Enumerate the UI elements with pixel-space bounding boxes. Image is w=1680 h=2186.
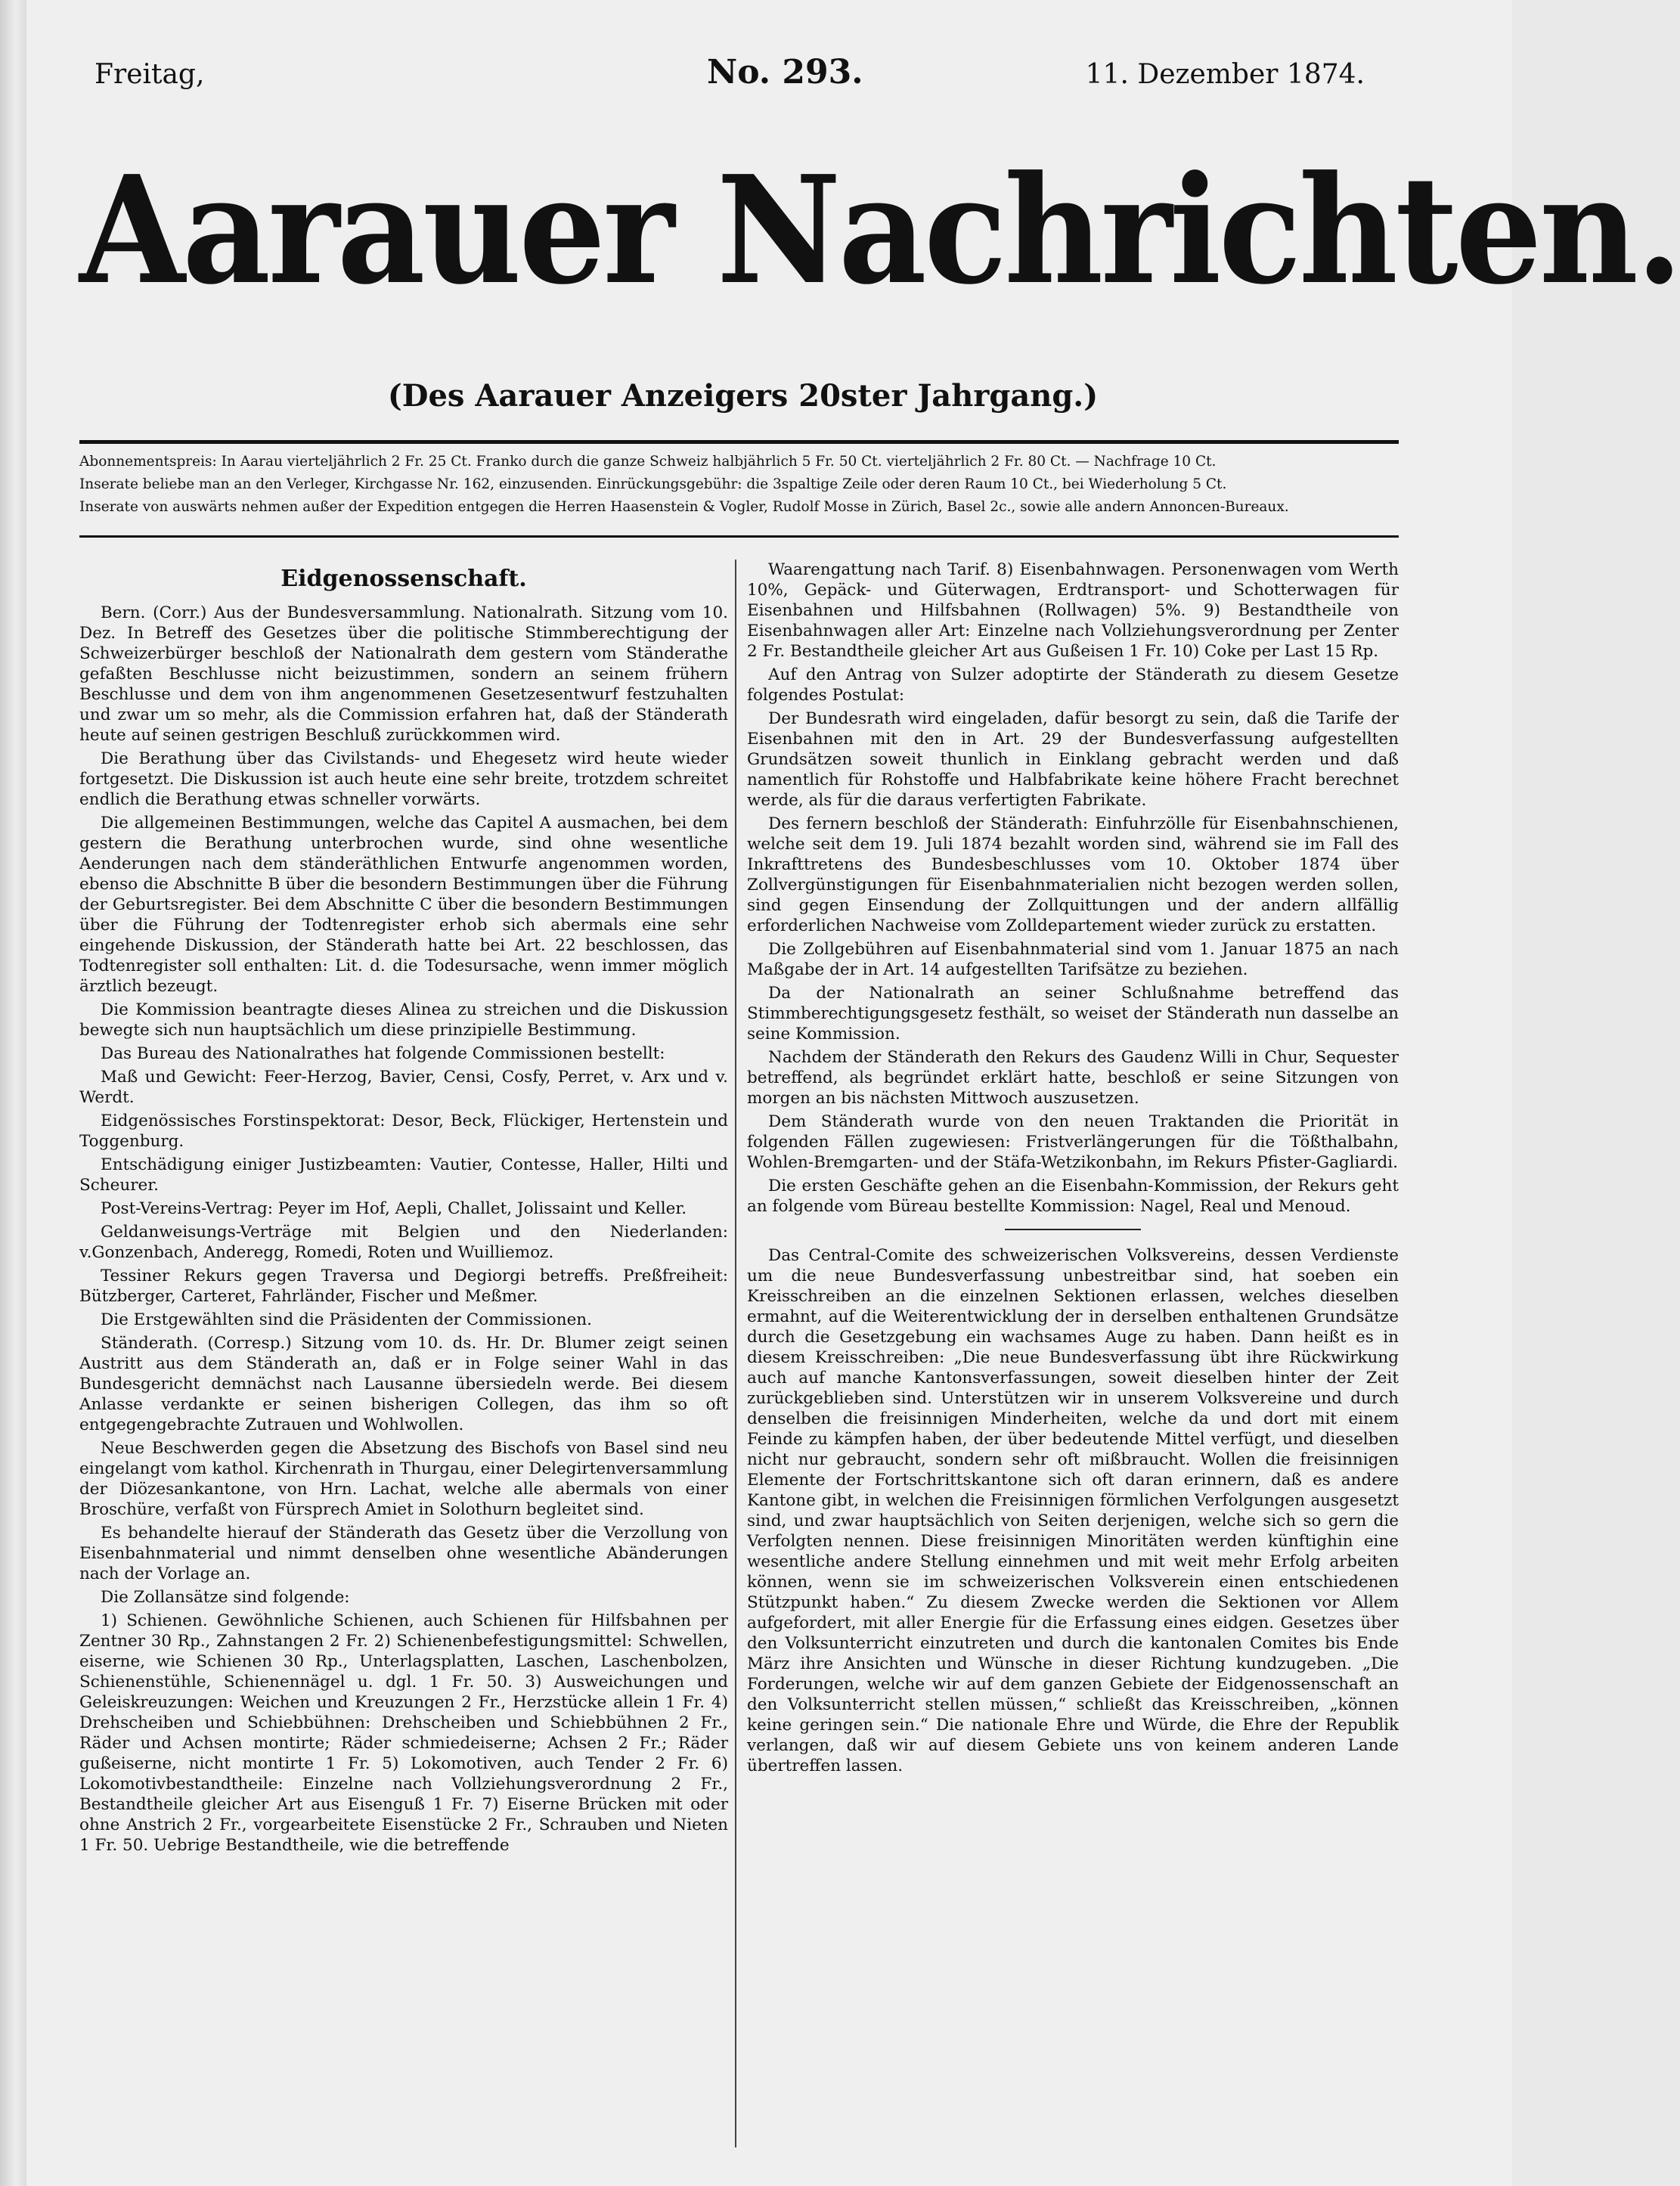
- column-right-text-b: [747, 1245, 1399, 1776]
- paragraph: Waarengattung nach Tarif. 8) Eisenbahnwagen. Personenwagen vom Werth 10%, Gepäck- und Güterwagen, Erdtransport- und Schotterwagen für Eisenbahnen und Hilfsbahnen (Rollwagen) 5%. 9) Bestandtheile von Eisenbahnwagen aller Art: Einzelne nach Vollziehungsverordnung per Zenter 2 Fr. Bestandtheile gleicher Art aus Gußeisen 1 Fr. 10) Coke per Last 15 Rp.: [747, 560, 1399, 661]
- book-spine: [0, 0, 27, 2186]
- issue-day: Freitag,: [95, 59, 205, 90]
- paragraph: Die Zollgebühren auf Eisenbahnmaterial sind vom 1. Januar 1875 an nach Maßgabe der in Art. 14 aufgestellten Tarifsätze zu beziehen.: [747, 940, 1399, 979]
- newspaper-title: Aarauer Nachrichten.: [79, 144, 1680, 318]
- paragraph: Da der Nationalrath an seiner Schlußnahme betreffend das Stimmberechtigungsgesetz festhält, so weiset der Ständerath nun dasselbe an seine Kommission.: [747, 984, 1399, 1043]
- column-right-text-a: [747, 560, 1399, 1217]
- header-rule-bottom: [79, 535, 1399, 538]
- paragraph: Die ersten Geschäfte gehen an die Eisenbahn-Kommission, der Rekurs geht an folgende vom Büreau bestellte Kommission: Nagel, Real und Menoud.: [747, 1177, 1399, 1216]
- paragraph: Die Berathung über das Civilstands- und Ehegesetz wird heute wieder fortgesetzt. Die Diskussion ist auch heute eine sehr breite, trotzdem schreitet endlich die Berathung etwas schneller vorwärts.: [79, 749, 728, 809]
- paragraph: Geldanweisungs-Verträge mit Belgien und den Niederlanden: v.Gonzenbach, Anderegg, Romedi, Roten und Wuilliemoz.: [79, 1223, 728, 1262]
- paragraph: Es behandelte hierauf der Ständerath das Gesetz über die Verzollung von Eisenbahnmaterial und nimmt denselben ohne wesentliche Abänderungen nach der Vorlage an.: [79, 1524, 728, 1583]
- paragraph: Tessiner Rekurs gegen Traversa und Degiorgi betreffs. Preßfreiheit: Bützberger, Carteret, Fahrländer, Fischer und Meßmer.: [79, 1267, 728, 1306]
- paragraph: Die allgemeinen Bestimmungen, welche das Capitel A ausmachen, bei dem gestern die Berathung unterbrochen wurde, sind ohne wesentliche Aenderungen nach dem ständeräthlichen Entwurfe angenommen worden, ebenso die Abschnitte B über die besondern Bestimmungen über die Führung der Geburtsregister. Bei dem Abschnitte C über die besondern Bestimmungen über die Führung der Todtenregister erhob sich abermals eine sehr eingehende Diskussion, der Ständerath hatte bei Art. 22 beschlossen, das Todtenregister soll enthalten: Lit. d. die Todesursache, wenn immer möglich ärztlich bezeugt.: [79, 814, 728, 996]
- agency-info: Inserate von auswärts nehmen außer der Expedition entgegen die Herren Haasenstein & Vogler, Rudolf Mosse in Zürich, Basel 2c., sowie alle andern Annoncen-Bureaux.: [79, 499, 1289, 515]
- paragraph: Die Zollansätze sind folgende:: [101, 1588, 350, 1607]
- paragraph: Das Bureau des Nationalrathes hat folgende Commissionen bestellt:: [101, 1044, 665, 1063]
- paragraph: Neue Beschwerden gegen die Absetzung des Bischofs von Basel sind neu eingelangt vom kathol. Kirchenrath in Thurgau, einer Delegirtenversammlung der Diözesankantone, von Hrn. Lachat, welche alle abermals von einer Broschüre, verfaßt von Fürsprech Amiet in Solothurn begleitet sind.: [79, 1439, 728, 1519]
- newspaper-subtitle: (Des Aarauer Anzeigers 20ster Jahrgang.): [387, 378, 1099, 414]
- paragraph: Des fernern beschloß der Ständerath: Einfuhrzölle für Eisenbahnschienen, welche seit dem 19. Juli 1874 bezahlt worden sind, während sie im Fall des Inkrafttretens des Bundesbeschlusses vom 10. Oktober 1874 über Zollvergünstigungen für Eisenbahnmaterialien nicht bezogen werden sollen, sind gegen Einsendung der Zollquittungen und der andern allfällig erforderlichen Nachweise vom Zolldepartement wieder zurück zu erstatten.: [747, 814, 1399, 935]
- issue-number: No. 293.: [707, 53, 863, 91]
- paragraph: Post-Vereins-Vertrag: Peyer im Hof, Aepli, Challet, Jolissaint und Keller.: [101, 1199, 687, 1218]
- issue-date: 11. Dezember 1874.: [1085, 59, 1365, 90]
- advertising-info: Inserate beliebe man an den Verleger, Kirchgasse Nr. 162, einzusenden. Einrückungsgebühr: die 3spaltige Zeile oder deren Raum 10 Ct., bei Wiederholung 5 Ct.: [79, 476, 1227, 492]
- column-left-text: [79, 603, 728, 1856]
- article-separator: [1005, 1229, 1141, 1230]
- paragraph: 1) Schienen. Gewöhnliche Schienen, auch Schienen für Hilfsbahnen per Zentner 30 Rp., Zahnstangen 2 Fr. 2) Schienenbefestigungsmittel: Schwellen, eiserne, wie Schienen 30 Rp., Unterlagsplatten, Laschen, Laschenbolzen, Schienenstühle, Schienennägel u. dgl. 1 Fr. 50. 3) Ausweichungen und Geleiskreuzungen: Weichen und Kreuzungen 2 Fr., Herzstücke allein 1 Fr. 4) Drehscheiben und Schiebbühnen: Drehscheiben und Schiebbühnen 2 Fr., Räder und Achsen montirte; Räder schmiedeiserne; Achsen 2 Fr.; Räder gußeiserne, nicht montirte 1 Fr. 5) Lokomotiven, auch Tender 2 Fr. 6) Lokomotivbestandtheile: Einzelne nach Vollziehungsverordnung 2 Fr., Bestandtheile gleicher Art aus Eisenguß 1 Fr. 7) Eiserne Brücken mit oder ohne Anstrich 2 Fr., vorgearbeitete Eisenstücke 2 Fr., Schrauben und Nieten 1 Fr. 50. Uebrige Bestandtheile, wie die betreffende: [79, 1611, 728, 1855]
- paragraph: Die Erstgewählten sind die Präsidenten der Commissionen.: [101, 1310, 592, 1329]
- paragraph: Maß und Gewicht: Feer-Herzog, Bavier, Censi, Cosfy, Perret, v. Arx und v. Werdt.: [79, 1068, 728, 1107]
- paragraph: Die Kommission beantragte dieses Alinea zu streichen und die Diskussion bewegte sich nun hauptsächlich um diese prinzipielle Bestimmung.: [79, 1000, 728, 1040]
- article-column-right: [747, 560, 1399, 2147]
- paragraph: Das Central-Comite des schweizerischen Volksvereins, dessen Verdienste um die neue Bundesverfassung unbestreitbar sind, hat soeben ein Kreisschreiben an die einzelnen Sektionen erlassen, welches dieselben ermahnt, auf die Weiterentwicklung der in derselben enthaltenen Grundsätze durch die Gesetzgebung ein wachsames Auge zu haben. Dann heißt es in diesem Kreisschreiben: „Die neue Bundesverfassung übt ihre Rückwirkung auch auf manche Kantonsverfassungen, soweit dieselben hinter der Zeit zurückgeblieben sind. Unterstützen wir in unserem Volksvereine und durch denselben die freisinnigen Minderheiten, welche da und dort mit einem Feinde zu kämpfen haben, der über bedeutende Mittel verfügt, und dieselben nicht nur gebraucht, sondern sehr oft mißbraucht. Wollen die freisinnigen Elemente der Fortschrittskantone sich oft daran erinnern, daß es andere Kantone gibt, in welchen die Freisinnigen förmlichen Verfolgungen ausgesetzt sind, und zwar hauptsächlich von Seiten derjenigen, welche sich so gern die Verfolgten nennen. Diese freisinnigen Minoritäten werden künftighin eine wesentliche andere Stellung einnehmen und mit weit mehr Erfolg arbeiten können, wenn sie im schweizerischen Volksverein einen entschiedenen Stützpunkt haben.“ Zu diesem Zwecke werden die Sektionen vor Allem aufgefordert, mit aller Energie für die Erfassung eines eidgen. Gesetzes über den Volksunterricht einzutreten und durch die kantonalen Comites bis Ende März ihre Ansichten und Wünsche in dieser Richtung kundzugeben. „Die Forderungen, welche wir auf dem ganzen Gebiete der Eidgenossenschaft an den Volksunterricht stellen müssen,“ schließt das Kreisschreiben, „können keine geringen sein.“ Die nationale Ehre und Würde, die Ehre der Republik verlangen, daß wir auf diesem Gebiete uns von keinem anderen Lande übertreffen lassen.: [747, 1246, 1399, 1775]
- subscription-info: Abonnementspreis: In Aarau vierteljährlich 2 Fr. 25 Ct. Franko durch die ganze Schweiz halbjährlich 5 Fr. 50 Ct. vierteljährlich 2 Fr. 80 Ct. — Nachfrage 10 Ct.: [79, 454, 1217, 470]
- header-rule-top: [79, 440, 1399, 444]
- paragraph: Ständerath. (Corresp.) Sitzung vom 10. ds. Hr. Dr. Blumer zeigt seinen Austritt aus dem Ständerath an, daß er in Folge seiner Wahl in das Bundesgericht demnächst nach Lausanne übersiedeln werde. Bei diesem Anlasse verdankte er seinen bisherigen Collegen, das ihm so oft entgegengebrachte Zutrauen und Wohlwollen.: [79, 1334, 728, 1434]
- paragraph: Dem Ständerath wurde von den neuen Traktanden die Priorität in folgenden Fällen zugewiesen: Fristverlängerungen für die Tößthalbahn, Wohlen-Bremgarten- und der Stäfa-Wetzikonbahn, im Rekurs Pfister-Gagliardi.: [747, 1112, 1399, 1172]
- paragraph: Bern. (Corr.) Aus der Bundesversammlung. Nationalrath. Sitzung vom 10. Dez. In Betreff des Gesetzes über die politische Stimmberechtigung der Schweizerbürger beschloß der Nationalrath dem gestern vom Ständerathe gefaßten Beschlusse nicht beizustimmen, sondern an seinem frühern Beschlusse und dem von ihm angenommenen Gesetzesentwurf festzuhalten und zwar um so mehr, als die Commission erfahren hat, daß der Ständerath heute auf seinen gestrigen Beschluß zurückkommen wird.: [79, 603, 728, 745]
- column-divider: [735, 560, 736, 2147]
- paragraph: Nachdem der Ständerath den Rekurs des Gaudenz Willi in Chur, Sequester betreffend, als begründet erklärt hatte, beschloß er seine Sitzungen von morgen an bis nächsten Mittwoch auszusetzen.: [747, 1048, 1399, 1108]
- dateline: [95, 53, 1365, 104]
- section-heading: Eidgenossenschaft.: [281, 566, 527, 592]
- paragraph: Der Bundesrath wird eingeladen, dafür besorgt zu sein, daß die Tarife der Eisenbahnen mit den in Art. 29 der Bundesverfassung aufgestellten Grundsätzen soweit thunlich in Einklang gebracht werden und daß namentlich für Rohstoffe und Halbfabrikate keine höhere Fracht berechnet werde, als für die daraus verfertigten Fabrikate.: [747, 709, 1399, 810]
- article-column-left: [79, 560, 728, 2147]
- paragraph: Eidgenössisches Forstinspektorat: Desor, Beck, Flückiger, Hertenstein und Toggenburg.: [79, 1112, 728, 1151]
- paragraph: Entschädigung einiger Justizbeamten: Vautier, Contesse, Haller, Hilti und Scheurer.: [79, 1155, 728, 1195]
- paragraph: Auf den Antrag von Sulzer adoptirte der Ständerath zu diesem Gesetze folgendes Postulat:: [747, 665, 1399, 705]
